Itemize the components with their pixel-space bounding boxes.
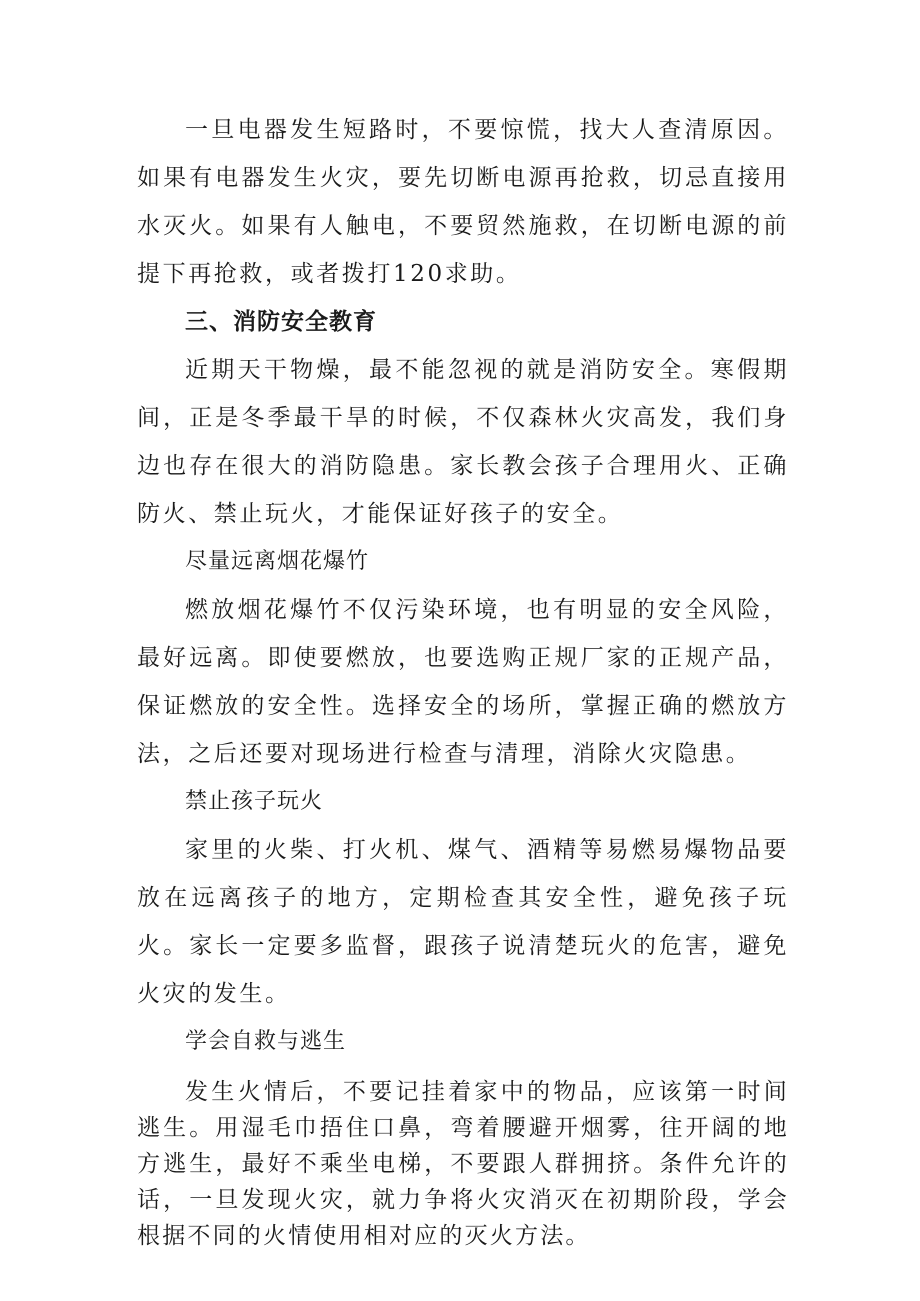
paragraph-fire-safety-intro: 近期天干物燥，最不能忽视的就是消防安全。寒假期间，正是冬季最干旱的时候，不仅森林火灾高发，我们身边也存在很大的消防隐患。家长教会孩子合理用火、正确防火、禁止玩火，才能保证好孩子的安全。 — [137, 357, 789, 527]
paragraph-fireworks: 燃放烟花爆竹不仅污染环境，也有明显的安全风险，最好远离。即使要燃放，也要选购正规厂家的正规产品，保证燃放的安全性。选择安全的场所，掌握正确的燃放方法，之后还要对现场进行检查与清理，消除火灾隐患。 — [137, 597, 789, 767]
paragraph-electrical-safety: 一旦电器发生短路时，不要惊慌，找大人查清原因。如果有电器发生火灾，要先切断电源再抢救，切忌直接用水灭火。如果有人触电，不要贸然施救，在切断电源的前提下再抢救，或者拨打120求助。 — [137, 117, 789, 287]
subheading-fireworks: 尽量远离烟花爆竹 — [185, 549, 370, 574]
section-heading-fire-safety: 三、消防安全教育 — [185, 309, 377, 335]
document-page — [137, 106, 789, 1254]
subheading-no-playing-fire: 禁止孩子玩火 — [185, 789, 324, 814]
paragraph-no-playing-fire: 家里的火柴、打火机、煤气、酒精等易燃易爆物品要放在远离孩子的地方，定期检查其安全性，避免孩子玩火。家长一定要多监督，跟孩子说清楚玩火的危害，避免火灾的发生。 — [137, 837, 789, 1007]
subheading-self-rescue: 学会自救与逃生 — [185, 1029, 347, 1054]
paragraph-self-rescue: 发生火情后，不要记挂着家中的物品，应该第一时间逃生。用湿毛巾捂住口鼻，弯着腰避开烟雾，往开阔的地方逃生，最好不乘坐电梯，不要跟人群拥挤。条件允许的话，一旦发现火灾，就力争将火灾消灭在初期阶段，学会根据不同的火情使用相对应的灭火方法。 — [137, 1079, 789, 1249]
